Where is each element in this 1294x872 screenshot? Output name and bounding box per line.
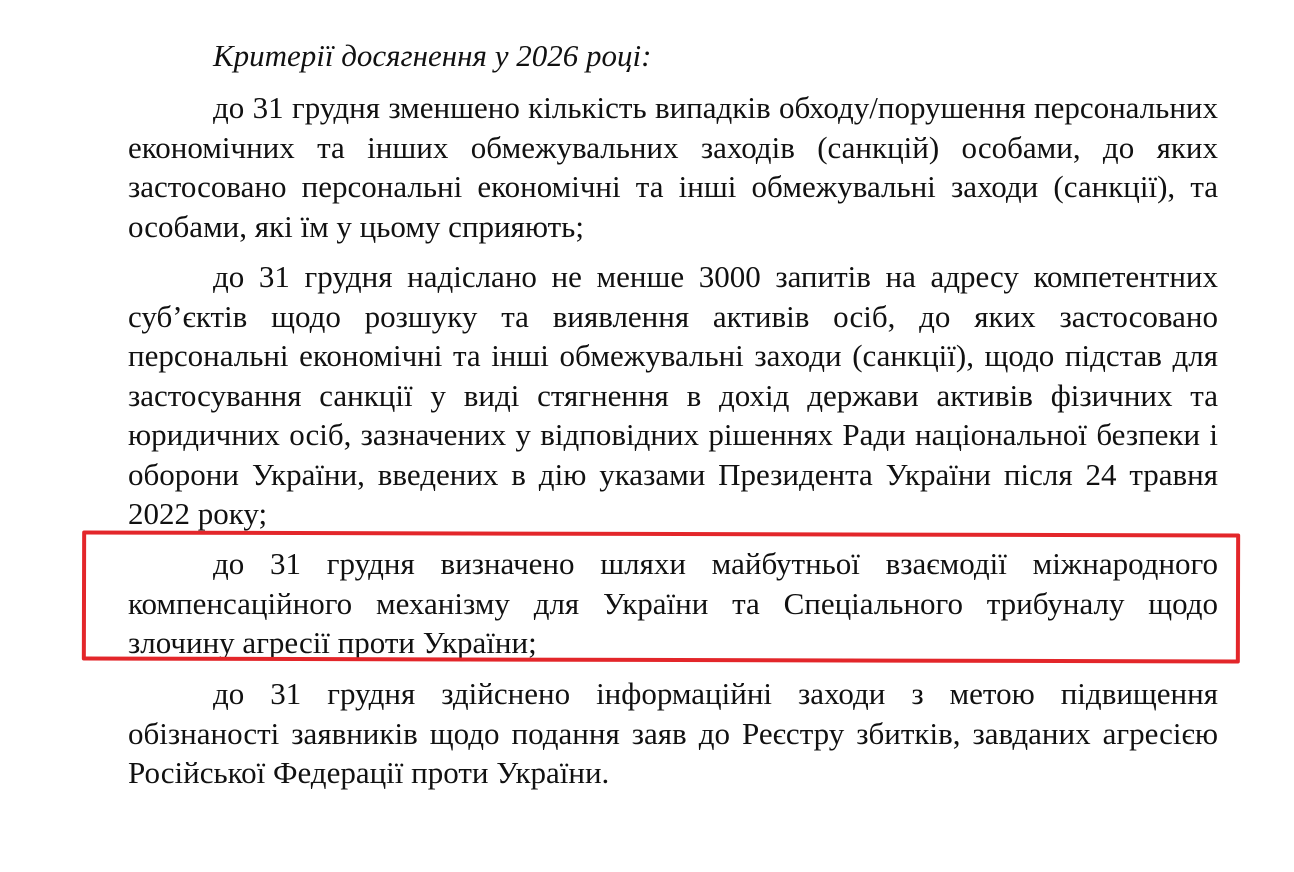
criterion-paragraph-3-highlighted: до 31 грудня визначено шляхи майбутньої взаємодії міжнародного компенсаційного механізму для України та Спеціального трибуналу щодо злочину агресії проти України;	[128, 546, 1218, 660]
criterion-paragraph-4: до 31 грудня здійснено інформаційні заходи з метою підвищення обізнаності заявників щодо подання заяв до Реєстру збитків, завданих агресією Російської Федерації проти України.	[128, 676, 1218, 790]
criterion-paragraph-1: до 31 грудня зменшено кількість випадків обходу/порушення персональних економічних та інших обмежувальних заходів (санкцій) особами, до яких застосовано персональні економічні та інші обмежувальні заходи (санкції), та особами, які їм у цьому сприяють;	[128, 90, 1218, 244]
criteria-heading: Критерії досягнення у 2026 році:	[213, 38, 652, 73]
criterion-paragraph-2: до 31 грудня надіслано не менше 3000 запитів на адресу компетентних суб’єктів щодо розшуку та виявлення активів осіб, до яких застосовано персональні економічні та інші обмежувальні заходи (санкції), щодо підстав для застосування санкції у виді стягнення в дохід держави активів фізичних та юридичних осіб, зазначених у відповідних рішеннях Ради національної безпеки і оборони України, введених в дію указами Президента України після 24 травня 2022 року;	[128, 259, 1218, 531]
red-highlight-box	[82, 530, 1240, 663]
